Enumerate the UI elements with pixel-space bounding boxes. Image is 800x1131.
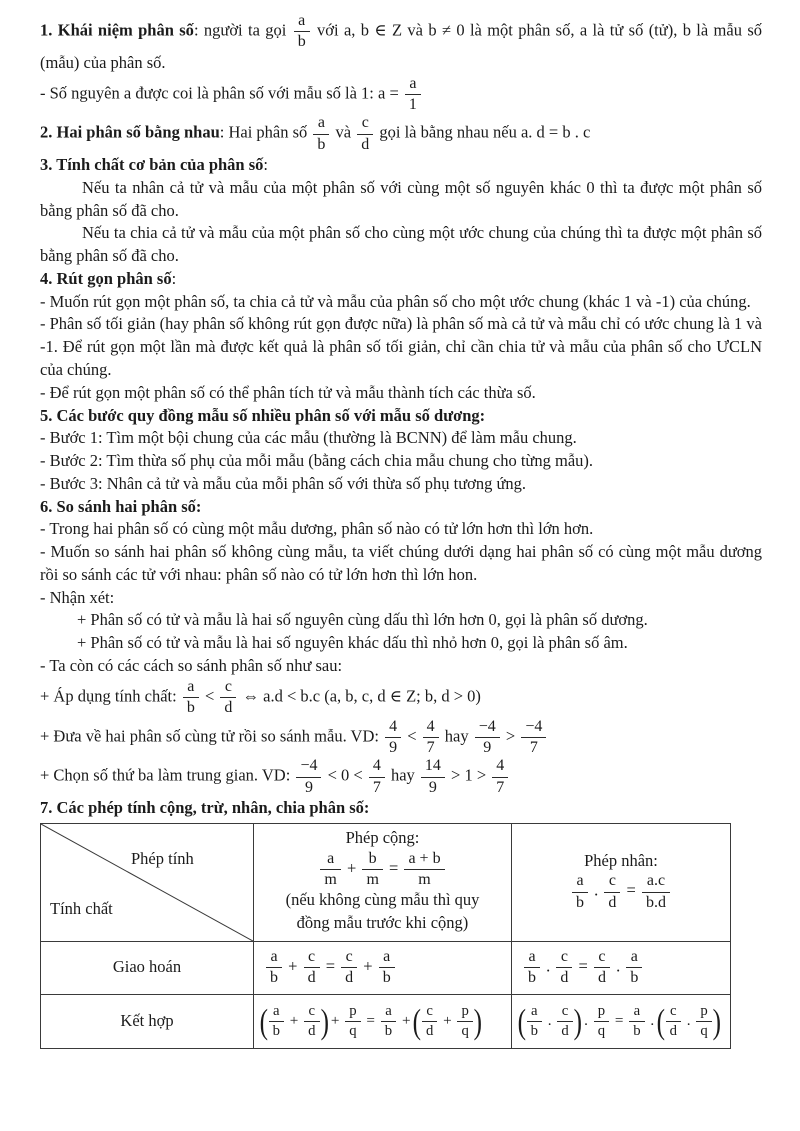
fraction-denominator: d — [560, 969, 569, 987]
bold-text: 4. Rút gọn phân số — [40, 268, 172, 288]
text-run: hay — [386, 765, 419, 785]
large-parenthesis: ) — [473, 1001, 482, 1041]
text-run: - Trong hai phân số có cùng một mẫu dương, phân số nào có tử lớn hơn thì lớn hơn. — [40, 519, 594, 539]
paragraph — [40, 75, 762, 115]
fraction-numerator: a — [269, 1003, 284, 1022]
fraction-denominator: b — [384, 1022, 393, 1039]
fraction-denominator: b — [382, 969, 391, 987]
fraction-numerator: a — [379, 948, 395, 968]
fraction-denominator: b — [576, 893, 585, 911]
text-run: (nếu không cùng mẫu thì quy — [285, 890, 480, 910]
fraction — [379, 1003, 398, 1040]
text-run: . — [580, 1011, 592, 1029]
text-run: = — [622, 881, 640, 901]
fraction — [570, 872, 590, 912]
text-run: . — [611, 956, 625, 976]
text-run: - Muốn so sánh hai phân số không cùng mẫu, ta viết chúng dưới dạng hai phân số có cùng một mẫu dương rồi so sánh các tử với nhau: phân số nào có tử lớn hơn thì lớn hon. — [40, 542, 762, 584]
fraction-denominator: 7 — [496, 778, 505, 796]
text-run: và — [331, 123, 356, 142]
text-run: Nếu ta chia cả tử và mẫu của một phân số cho cùng một ước chung của chúng thì ta được một phân số bằng phân số đã cho. — [40, 223, 762, 266]
fraction-denominator: m — [366, 870, 379, 888]
text-run: . — [542, 956, 555, 976]
bold-text: 5. Các bước quy đồng mẫu số nhiều phân số với mẫu số dương: — [40, 405, 486, 425]
fraction-numerator: a — [320, 850, 340, 870]
fraction — [473, 718, 502, 758]
fraction — [267, 1003, 286, 1040]
table-corner-cell — [41, 823, 254, 941]
fraction-numerator: c — [220, 678, 236, 698]
fraction-numerator: a — [524, 948, 540, 968]
bold-text: 2. Hai phân số bằng nhau — [40, 123, 220, 142]
fraction-denominator: d — [425, 1022, 434, 1039]
text-run: + Phân số có tử và mẫu là hai số nguyên khác dấu thì nhỏ hơn 0, gọi là phân số âm. — [77, 633, 628, 653]
table-row — [41, 994, 731, 1048]
paragraph — [40, 222, 762, 268]
fraction-denominator: 9 — [428, 778, 437, 796]
paragraph — [40, 632, 762, 655]
text-run: > 1 > — [446, 765, 491, 785]
fraction-denominator: m — [324, 870, 337, 888]
fraction — [627, 1003, 646, 1040]
corner-label-phep-tinh: Phép tính — [131, 848, 194, 868]
fraction-numerator: c — [604, 872, 620, 892]
paragraph — [40, 291, 762, 314]
text-run: đồng mẫu trước khi cộng) — [296, 913, 469, 933]
fraction — [554, 948, 574, 988]
fraction-numerator: c — [357, 114, 373, 134]
fraction — [694, 1003, 713, 1040]
operations-table — [40, 823, 731, 1049]
fraction — [264, 948, 284, 988]
text-run: ⇔ a.d < b.c (a, b, c, d ∈ Z; b, d > 0) — [238, 686, 481, 706]
formula-cell — [254, 941, 512, 994]
fraction-numerator: c — [666, 1003, 681, 1022]
text-run: - Bước 3: Nhân cả tử và mẫu của mỗi phân số với thừa số phụ tương ứng. — [40, 473, 527, 493]
fraction-numerator: c — [422, 1003, 437, 1022]
fraction-numerator: −4 — [296, 757, 321, 777]
large-parenthesis: ( — [412, 1001, 422, 1041]
text-run: = — [611, 1011, 628, 1029]
fraction-numerator: p — [696, 1003, 711, 1022]
bold-text: 3. Tính chất cơ bản của phân số — [40, 155, 264, 175]
fraction-numerator: 4 — [423, 718, 439, 738]
fraction-denominator: q — [349, 1022, 357, 1039]
text-run: > — [501, 726, 520, 746]
fraction-numerator: p — [594, 1003, 609, 1022]
fraction — [640, 872, 672, 912]
paragraph — [40, 609, 762, 632]
fraction-denominator: 7 — [529, 738, 538, 756]
fraction — [302, 948, 322, 988]
paragraph — [40, 678, 762, 718]
section-heading — [40, 154, 762, 177]
large-parenthesis: ( — [656, 1001, 666, 1041]
text-run: hay — [440, 726, 473, 746]
fraction-numerator: c — [556, 948, 572, 968]
text-run: < — [200, 686, 219, 706]
fraction-denominator: d — [224, 699, 233, 717]
text-run: + Chọn số thứ ba làm trung gian. VD: — [40, 765, 295, 785]
fraction-denominator: d — [597, 969, 606, 987]
fraction-denominator: 1 — [408, 95, 417, 113]
text-run: + — [359, 956, 377, 976]
fraction-denominator: q — [700, 1022, 708, 1039]
fraction-denominator: q — [597, 1022, 606, 1039]
text-run: = — [574, 956, 592, 976]
fraction-denominator: b — [270, 969, 278, 987]
text-run: - Nhận xét: — [40, 587, 115, 607]
text-run: : Hai phân số — [219, 123, 312, 142]
section-heading — [40, 496, 762, 519]
fraction-denominator: q — [461, 1022, 469, 1039]
fraction-numerator: 4 — [385, 718, 401, 738]
fraction-denominator: 9 — [483, 738, 492, 756]
fraction — [664, 1003, 683, 1040]
text-run: - Muốn rút gọn một phân số, ta chia cả tử và mẫu của phân số cho một ước chung (khác 1 và -1) của chúng. — [40, 291, 751, 311]
bold-text: 7. Các phép tính cộng, trừ, nhân, chia phân số: — [40, 798, 370, 818]
text-run: = — [384, 858, 403, 878]
fraction-numerator: a — [626, 948, 642, 968]
text-run: với a, b ∈ Z và b ≠ 0 là một phân số, a là tử số (tử), b là mẫu số (mẫu) của phân số. — [40, 20, 762, 72]
bold-text: 6. So sánh hai phân số: — [40, 496, 202, 516]
formula-cell — [254, 994, 512, 1048]
text-run: : — [171, 268, 177, 288]
fraction — [311, 114, 331, 154]
fraction — [555, 1003, 574, 1040]
fraction — [294, 757, 323, 797]
fraction-denominator: b — [530, 1022, 538, 1039]
fraction-denominator: d — [361, 135, 370, 153]
fraction-denominator: b — [186, 699, 195, 717]
document-content — [40, 12, 762, 820]
paragraph — [40, 518, 762, 541]
paragraph — [40, 473, 762, 496]
fraction — [420, 1003, 439, 1040]
paragraph — [40, 382, 762, 405]
paragraph — [40, 718, 762, 758]
text-run: - Ta còn có các cách so sánh phân số như sau: — [40, 655, 343, 675]
large-parenthesis: ) — [573, 1001, 582, 1041]
fraction — [419, 757, 447, 797]
fraction-denominator: b — [297, 33, 306, 51]
section-heading — [40, 405, 762, 428]
fraction — [377, 948, 397, 988]
fraction — [592, 948, 612, 988]
text-run: - Phân số tối giản (hay phân số không rút gọn được nữa) là phân số mà cả tử và mẫu chỉ có ước chung là 1 và -1. Để rút gọn một lần mà được kết quả là phân số tối giản, chỉ cần chia tử và mẫu của phân số cho ƯCLN của chúng. — [40, 314, 762, 379]
fraction — [355, 114, 375, 154]
bold-text: 1. Khái niệm phân số — [40, 20, 194, 40]
fraction-numerator: a — [572, 872, 588, 892]
paragraph — [40, 587, 762, 610]
fraction-numerator: −4 — [475, 718, 500, 738]
fraction-numerator: c — [341, 948, 357, 968]
fraction — [292, 12, 312, 52]
text-run: + — [327, 1011, 344, 1029]
paragraph — [40, 177, 762, 223]
paragraph — [40, 757, 762, 797]
section-heading — [40, 797, 762, 820]
fraction — [490, 757, 510, 797]
fraction-denominator: d — [307, 969, 316, 987]
fraction-numerator: a — [266, 948, 282, 968]
fraction-denominator: 7 — [372, 778, 381, 796]
fraction-denominator: d — [669, 1022, 677, 1039]
text-run: gọi là bằng nhau nếu a. d = b . c — [375, 123, 591, 142]
fraction — [360, 850, 384, 890]
row-label: Kết hợp — [41, 994, 254, 1048]
text-run: + Phân số có tử và mẫu là hai số nguyên cùng dấu thì lớn hơn 0, gọi là phân số dương. — [77, 610, 648, 630]
formula-cell — [512, 994, 731, 1048]
section-heading — [40, 268, 762, 291]
text-run: < — [403, 726, 421, 746]
text-run: . — [646, 1011, 659, 1029]
text-run: < 0 < — [323, 765, 367, 785]
text-run: + — [284, 956, 302, 976]
text-run: Phép nhân: — [584, 850, 658, 870]
fraction — [343, 1003, 362, 1040]
fraction-numerator: c — [304, 948, 320, 968]
fraction-denominator: 9 — [389, 738, 398, 756]
fraction-denominator: b — [317, 135, 326, 153]
text-run: - Bước 2: Tìm thừa số phụ của mỗi mẫu (bằng cách chia mẫu chung cho từng mẫu). — [40, 451, 594, 471]
text-run: - Số nguyên a được coi là phân số với mẫu số là 1: a = — [40, 83, 403, 103]
fraction-denominator: m — [418, 870, 431, 888]
fraction-denominator: 9 — [304, 778, 313, 796]
fraction — [519, 718, 548, 758]
row-label: Giao hoán — [41, 941, 254, 994]
fraction-numerator: 4 — [492, 757, 508, 777]
text-run: . — [590, 881, 603, 901]
fraction-numerator: b — [362, 850, 382, 870]
text-run: Nếu ta nhân cả tử và mẫu của một phân số với cùng một số nguyên khác 0 thì ta được một phân số bằng phân số đã cho. — [40, 177, 762, 220]
fraction-numerator: c — [557, 1003, 572, 1022]
fraction-denominator: d — [308, 1022, 316, 1039]
paragraph — [40, 12, 762, 75]
fraction — [592, 1003, 611, 1040]
text-run: : người ta gọi — [193, 20, 292, 40]
text-run: . — [683, 1011, 695, 1029]
text-run: + — [342, 858, 361, 878]
fraction-numerator: a — [629, 1003, 644, 1022]
fraction-numerator: a — [405, 75, 421, 95]
text-run: - Để rút gọn một phân số có thể phân tích tử và mẫu thành tích các thừa số. — [40, 382, 536, 402]
text-run: + — [285, 1011, 303, 1029]
fraction-numerator: a — [527, 1003, 542, 1022]
fraction-numerator: a — [313, 114, 329, 134]
fraction-denominator: b — [630, 969, 639, 987]
fraction — [402, 850, 446, 890]
fraction-denominator: d — [345, 969, 354, 987]
fraction-denominator: b — [528, 969, 536, 987]
fraction-numerator: −4 — [521, 718, 546, 738]
fraction-numerator: p — [345, 1003, 360, 1022]
paragraph — [40, 427, 762, 450]
fraction-denominator: b — [633, 1022, 641, 1039]
large-parenthesis: ) — [320, 1001, 329, 1041]
paragraph — [40, 450, 762, 473]
fraction — [455, 1003, 474, 1040]
text-run: = — [362, 1011, 379, 1029]
fraction — [525, 1003, 544, 1040]
fraction — [181, 678, 201, 718]
paragraph — [40, 541, 762, 587]
text-run: + Áp dụng tính chất: — [40, 686, 181, 706]
paragraph — [40, 114, 762, 154]
paragraph — [40, 313, 762, 381]
header-cell-phep-nhan — [512, 823, 731, 941]
text-run: + — [439, 1011, 456, 1029]
fraction-numerator: a.c — [642, 872, 670, 892]
fraction — [302, 1003, 321, 1040]
corner-label-tinh-chat: Tính chất — [50, 899, 113, 919]
text-run: + Đưa về hai phân số cùng tử rồi so sánh mẫu. VD: — [40, 726, 384, 746]
text-run: : — [263, 155, 268, 175]
fraction-numerator: a — [381, 1003, 396, 1022]
fraction — [403, 75, 423, 115]
fraction-numerator: a — [183, 678, 199, 698]
fraction — [383, 718, 403, 758]
fraction — [624, 948, 644, 988]
fraction-numerator: 14 — [421, 757, 445, 777]
fraction — [421, 718, 441, 758]
fraction-numerator: c — [594, 948, 610, 968]
large-parenthesis: ( — [517, 1001, 526, 1041]
fraction — [318, 850, 342, 890]
fraction — [522, 948, 542, 988]
text-run: - Bước 1: Tìm một bội chung của các mẫu (thường là BCNN) để làm mẫu chung. — [40, 428, 577, 448]
fraction-denominator: b.d — [645, 893, 666, 911]
fraction-numerator: p — [457, 1003, 472, 1022]
text-run: . — [543, 1011, 556, 1029]
fraction — [218, 678, 238, 718]
fraction-numerator: a + b — [404, 850, 444, 870]
table-row — [41, 941, 731, 994]
paragraph — [40, 655, 762, 678]
fraction-numerator: a — [294, 12, 310, 32]
large-parenthesis: ( — [259, 1001, 268, 1041]
fraction-numerator: 4 — [369, 757, 385, 777]
text-run: Phép cộng: — [345, 827, 420, 847]
header-cell-phep-cong — [254, 823, 512, 941]
fraction-denominator: d — [561, 1022, 569, 1039]
fraction-denominator: 7 — [426, 738, 435, 756]
fraction-numerator: c — [304, 1003, 319, 1022]
fraction — [367, 757, 387, 797]
text-run: + — [398, 1011, 415, 1029]
diagonal-divider-line — [41, 824, 253, 941]
text-run: = — [321, 956, 340, 976]
fraction — [602, 872, 622, 912]
formula-cell — [512, 941, 731, 994]
large-parenthesis: ) — [712, 1001, 721, 1041]
fraction — [339, 948, 359, 988]
fraction-denominator: b — [272, 1022, 280, 1039]
fraction-denominator: d — [608, 893, 617, 911]
table-header-row — [41, 823, 731, 941]
